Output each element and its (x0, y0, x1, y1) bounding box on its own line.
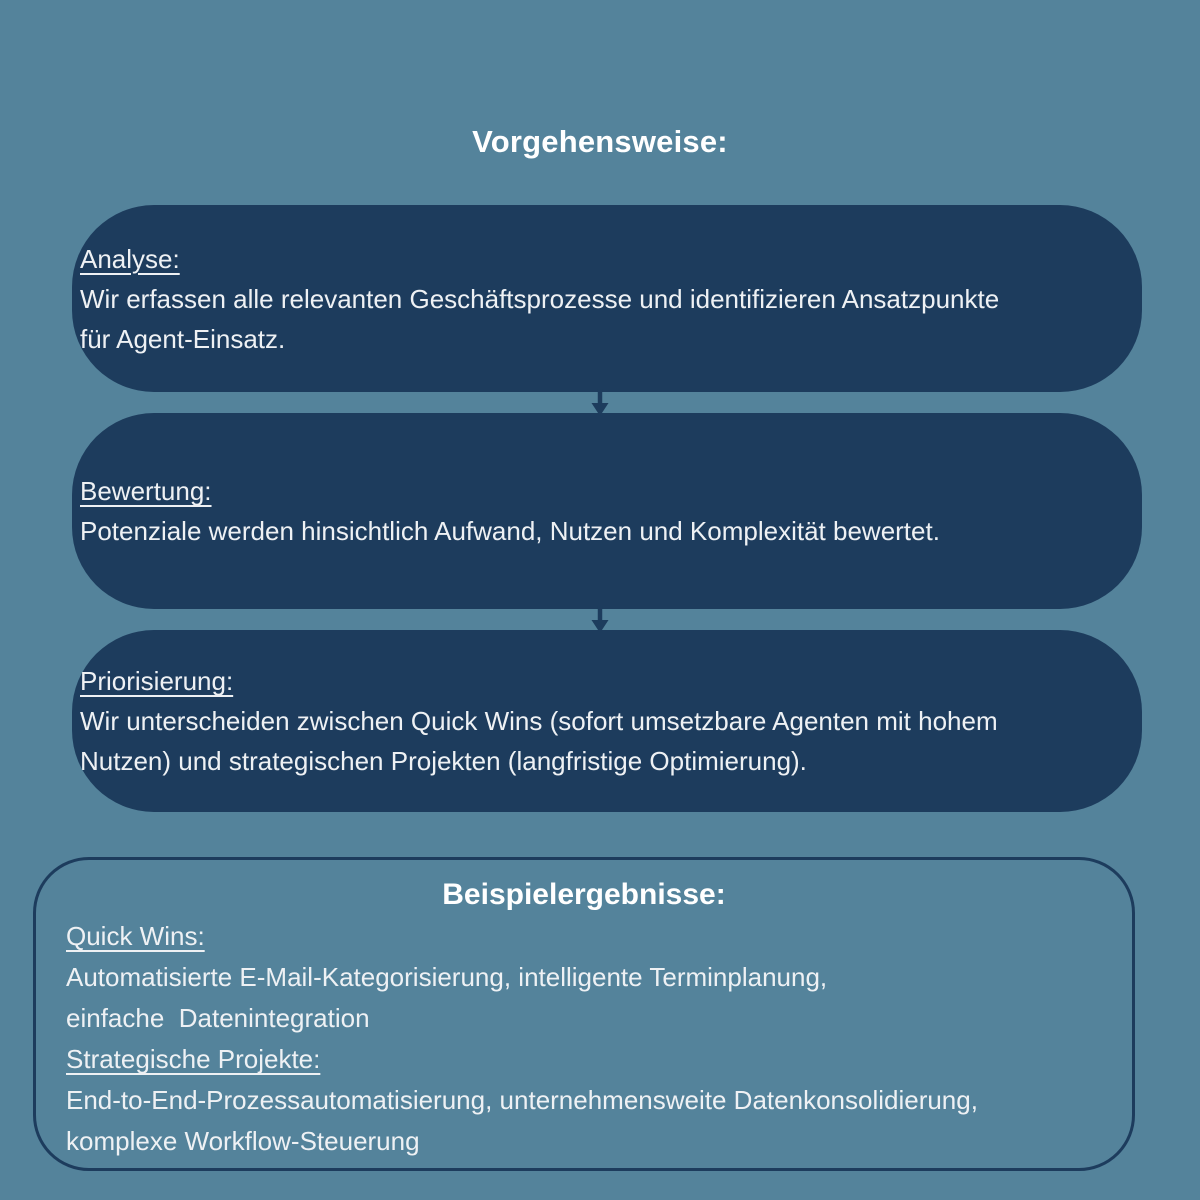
results-heading-quick-wins: Quick Wins: (66, 921, 205, 951)
results-text-line: einfache Datenintegration (66, 1003, 370, 1033)
results-title: Beispielergebnisse: (442, 878, 726, 911)
step-heading-bewertung: Bewertung: (80, 476, 212, 506)
arrow-down-icon (587, 606, 613, 633)
step-text-line: Potenziale werden hinsichtlich Aufwand, Nutzen und Komplexität bewertet. (80, 516, 940, 546)
step-text-line: Wir unterscheiden zwischen Quick Wins (sofort umsetzbare Agenten mit hohem (80, 706, 998, 736)
results-text-line: Automatisierte E-Mail-Kategorisierung, intelligente Terminplanung, (66, 962, 828, 992)
step-box-bewertung (72, 413, 1142, 609)
step-heading-priorisierung: Priorisierung: (80, 666, 234, 696)
arrow-down-icon (587, 389, 613, 416)
results-text-line: End-to-End-Prozessautomatisierung, unternehmensweite Datenkonsolidierung, (66, 1085, 978, 1115)
results-text-line: komplexe Workflow-Steuerung (66, 1126, 420, 1156)
results-box (33, 857, 1135, 1171)
step-text-line: Nutzen) und strategischen Projekten (langfristige Optimierung). (80, 746, 807, 776)
step-text-line: für Agent-Einsatz. (80, 323, 286, 354)
results-heading-strategische-projekte: Strategische Projekte: (66, 1044, 321, 1074)
step-text-line: Wir erfassen alle relevanten Geschäftsprozesse und identifizieren Ansatzpunkte (80, 283, 1000, 314)
step-box-analyse (72, 205, 1142, 392)
page-title: Vorgehensweise: (472, 124, 728, 159)
step-heading-analyse: Analyse: (80, 243, 180, 274)
step-box-priorisierung (72, 630, 1142, 812)
